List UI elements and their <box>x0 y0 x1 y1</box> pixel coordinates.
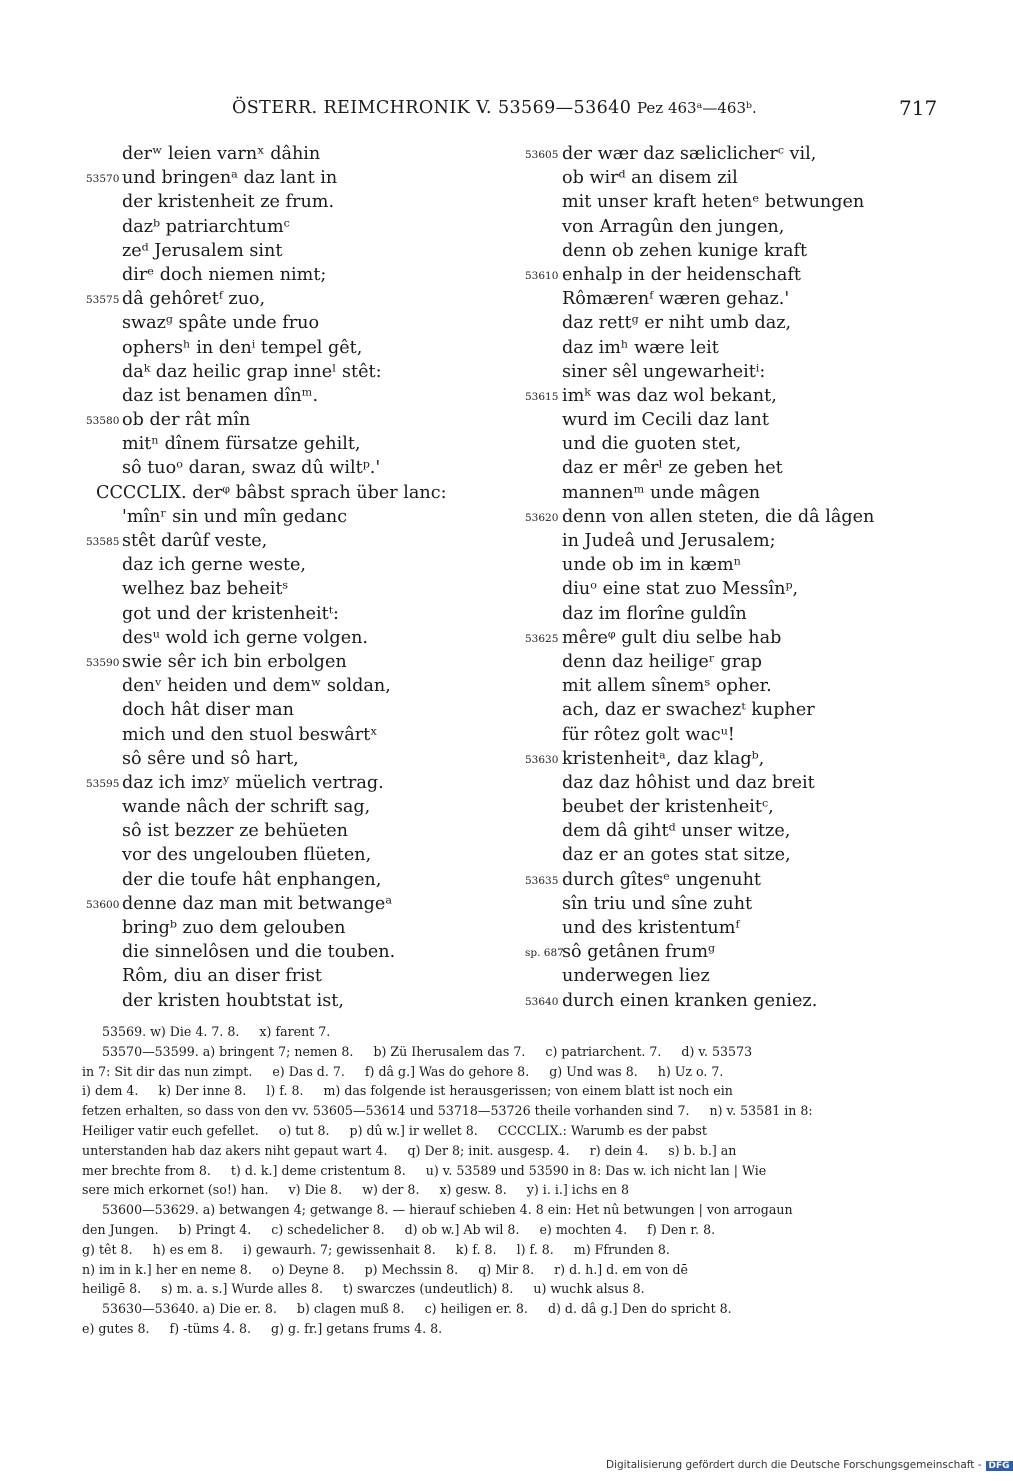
line-number: 53625 <box>525 632 559 645</box>
verse-text: dem dâ gihtᵈ unser witze, <box>562 821 791 842</box>
verse-text: welhez baz beheitˢ <box>122 579 289 600</box>
note-line: in 7: Sit dir das nun zimpt. e) Das d. 7. f) dâ g.] Was do gehore 8. g) Und was 8. h) Uz o. 7. <box>82 1063 724 1079</box>
verse-text: wande nâch der schrift sag, <box>122 797 371 818</box>
verse-line <box>0 916 500 940</box>
verse-line <box>0 795 500 819</box>
verse-line <box>500 868 1000 892</box>
line-number: 53570 <box>86 173 120 186</box>
line-number: 53640 <box>525 995 559 1008</box>
verse-text: der kristen houbtstat ist, <box>122 990 344 1011</box>
verse-text: enhalp in der heidenschaft <box>562 264 801 285</box>
verse-text: ophersʰ in denⁱ tempel gêt, <box>122 337 363 358</box>
line-number: 53630 <box>525 753 559 766</box>
verse-line <box>0 529 500 553</box>
verse-text: und bringenᵃ daz lant in <box>122 168 338 189</box>
note-line: heiligē 8. s) m. a. s.] Wurde alles 8. t) swarczes (undeutlich) 8. u) wuchk alsus 8. <box>82 1281 645 1297</box>
pez-reference: Pez 463ᵃ—463ᵇ. <box>637 99 757 117</box>
verse-line <box>0 747 500 771</box>
verse-text: sô ist bezzer ze behüeten <box>122 821 348 842</box>
verse-text: sô tuoᵒ daran, swaz dû wiltᵖ.' <box>122 458 381 479</box>
verse-line <box>0 843 500 867</box>
verse-line <box>0 263 500 287</box>
verse-text: mêreᵠ gult diu selbe hab <box>562 627 782 648</box>
line-number: sp. 687 <box>525 947 564 960</box>
verse-line <box>500 263 1000 287</box>
verse-line <box>0 505 500 529</box>
verse-line <box>500 698 1000 722</box>
verse-text: für rôtez golt wacᵘ! <box>562 724 735 745</box>
verse-text: daz er mêrˡ ze geben het <box>562 458 783 479</box>
verse-text: sîn triu und sîne zuht <box>562 893 753 914</box>
verse-text: daᵏ daz heilic grap inneˡ stêt: <box>122 361 382 382</box>
apparatus-notes <box>82 1022 938 1339</box>
page-header <box>0 98 1000 124</box>
verse-line <box>500 843 1000 867</box>
verse-text: der kristenheit ze frum. <box>122 192 335 213</box>
note-line: mer brechte from 8. t) d. k.] deme cristentum 8. u) v. 53589 und 53590 in 8: Das w. ich nicht lan | Wie <box>82 1162 767 1178</box>
verse-text: daz im florîne guldîn <box>562 603 747 624</box>
verse-text: daz ist benamen dînᵐ. <box>122 385 319 406</box>
verse-line <box>500 505 1000 529</box>
verse-text: denn von allen steten, die dâ lâgen <box>562 506 875 527</box>
page-number: 717 <box>899 96 938 120</box>
verse-line <box>500 239 1000 263</box>
verse-line <box>500 795 1000 819</box>
verse-text: mit unser kraft hetenᵉ betwungen <box>562 192 865 213</box>
note-line: n) im in k.] her en neme 8. o) Deyne 8. p) Mechssin 8. q) Mir 8. r) d. h.] d. em von dē <box>82 1261 688 1277</box>
verse-line <box>500 432 1000 456</box>
verse-line <box>500 408 1000 432</box>
verse-line <box>0 989 500 1013</box>
verse-text: sô sêre und sô hart, <box>122 748 299 769</box>
verse-text: imᵏ was daz wol bekant, <box>562 385 777 406</box>
note-line: unterstanden hab daz akers niht gepaut wart 4. q) Der 8; init. ausgesp. 4. r) dein 4. s) b. b.] an <box>82 1142 737 1158</box>
verse-line <box>0 698 500 722</box>
verse-line <box>500 481 1000 505</box>
note-line: Heiliger vatir euch gefellet. o) tut 8. p) dû w.] ir wellet 8. CCCCLIX.: Warumb es der pabst <box>82 1122 707 1138</box>
verse-line <box>500 916 1000 940</box>
verse-line <box>0 819 500 843</box>
line-number: 53575 <box>86 294 120 307</box>
verse-text: durch einen kranken geniez. <box>562 990 818 1011</box>
verse-line <box>0 650 500 674</box>
verse-text: dirᵉ doch niemen nimt; <box>122 264 327 285</box>
line-number: 53635 <box>525 874 559 887</box>
verse-text: siner sêl ungewarheitⁱ: <box>562 361 766 382</box>
verse-line <box>0 142 500 166</box>
note-line: den Jungen. b) Pringt 4. c) schedelicher 8. d) ob w.] Ab wil 8. e) mochten 4. f) Den r. 8. <box>82 1221 716 1237</box>
verse-text: unde ob im in kæmⁿ <box>562 555 742 576</box>
note-line: i) dem 4. k) Der inne 8. l) f. 8. m) das folgende ist herausgerissen; von einem blatt ist noch ein <box>82 1083 733 1099</box>
verse-line <box>500 336 1000 360</box>
verse-text: der wær daz sæliclicherᶜ vil, <box>562 144 817 164</box>
verse-line <box>500 529 1000 553</box>
left-verse-column <box>0 142 500 1013</box>
line-number: 53605 <box>525 149 559 161</box>
note-line: sere mich erkornet (so!) han. v) Die 8. w) der 8. x) gesw. 8. y) i. i.] ichs en 8 <box>82 1182 630 1198</box>
line-number: 53615 <box>525 390 559 403</box>
note-line: 53569. w) Die 4. 7. 8. x) farent 7. <box>82 1024 331 1039</box>
line-number: 53620 <box>525 511 559 524</box>
verse-text: dazᵇ patriarchtumᶜ <box>122 216 290 237</box>
verse-line <box>500 892 1000 916</box>
verse-text: doch hât diser man <box>122 700 294 721</box>
verse-line <box>500 964 1000 988</box>
verse-line <box>0 602 500 626</box>
verse-text: swazᵍ spâte unde fruo <box>122 313 320 334</box>
verse-line <box>0 384 500 408</box>
line-number: 53590 <box>86 656 120 669</box>
verse-text: ob der rât mîn <box>122 410 251 431</box>
verse-line <box>0 336 500 360</box>
verse-line <box>500 747 1000 771</box>
verse-line <box>0 771 500 795</box>
verse-text: sô getânen frumᵍ <box>562 942 716 963</box>
verse-text: swie sêr ich bin erbolgen <box>122 651 347 672</box>
note-line: 53570—53599. a) bringent 7; nemen 8. b) Zü Iherusalem das 7. c) patriarchent. 7. d) v. 53573 <box>82 1043 753 1059</box>
verse-line <box>500 166 1000 190</box>
verse-line <box>500 142 1000 166</box>
line-number: 53585 <box>86 536 120 548</box>
verse-text: stêt darûf veste, <box>122 531 268 551</box>
verse-line <box>500 602 1000 626</box>
verse-line <box>0 432 500 456</box>
running-title: ÖSTERR. REIMCHRONIK V. 53569—53640 <box>232 98 632 118</box>
verse-line <box>0 964 500 988</box>
verse-text: got und der kristenheitᵗ: <box>122 603 339 624</box>
verse-line <box>0 311 500 335</box>
verse-text: Rôm, diu an diser frist <box>122 966 322 987</box>
note-line: 53630—53640. a) Die er. 8. b) clagen muß 8. c) heiligen er. 8. d) d. dâ g.] Den do spricht 8. <box>82 1301 732 1317</box>
verse-text: daz rettᵍ er niht umb daz, <box>562 313 792 334</box>
verse-line <box>500 723 1000 747</box>
verse-line <box>500 456 1000 480</box>
verse-text: der die toufe hât enphangen, <box>122 869 382 890</box>
note-line: e) gutes 8. f) -tüms 4. 8. g) g. fr.] getans frums 4. 8. <box>82 1320 443 1336</box>
verse-line <box>500 626 1000 650</box>
verse-text: daz ich imzʸ müelich vertrag. <box>122 772 384 793</box>
verse-text: diuᵒ eine stat zuo Messînᵖ, <box>562 579 799 600</box>
verse-text: denne daz man mit betwangeᵃ <box>122 893 393 914</box>
verse-line <box>500 215 1000 239</box>
verse-text: CCCCLIX. derᵠ bâbst sprach über lanc: <box>96 482 447 503</box>
verse-line <box>0 190 500 214</box>
verse-line <box>0 892 500 916</box>
verse-line <box>500 287 1000 311</box>
verse-text: derʷ leien varnˣ dâhin <box>122 144 321 164</box>
verse-line <box>0 360 500 384</box>
verse-text: mit allem sînemˢ opher. <box>562 676 772 697</box>
line-number: 53595 <box>86 777 120 790</box>
verse-text: ob wirᵈ an disem zil <box>562 168 738 189</box>
verse-text: dâ gehôretᶠ zuo, <box>122 289 266 310</box>
verse-text: und des kristentumᶠ <box>562 918 740 938</box>
verse-text: durch gîtesᵉ ungenuht <box>562 869 761 890</box>
verse-text: Rômærenᶠ wæren gehaz.' <box>562 289 790 310</box>
verse-text: daz ich gerne weste, <box>122 555 307 576</box>
verse-text: daz er an gotes stat sitze, <box>562 845 791 866</box>
verse-text: vor des ungelouben flüeten, <box>122 845 372 866</box>
verse-line <box>500 989 1000 1013</box>
verse-text: die sinnelôsen und die touben. <box>122 942 396 963</box>
verse-line <box>0 287 500 311</box>
verse-text: 'mînʳ sin und mîn gedanc <box>122 506 348 527</box>
line-number: 53580 <box>86 415 120 428</box>
verse-line <box>500 940 1000 964</box>
digitization-footer <box>606 1459 1013 1471</box>
verse-line <box>500 819 1000 843</box>
verse-line <box>0 408 500 432</box>
right-verse-column <box>500 142 1000 1013</box>
verse-text: mich und den stuol beswârtˣ <box>122 724 378 745</box>
verse-text: zeᵈ Jerusalem sint <box>122 240 283 261</box>
verse-text: denn daz heiligeʳ grap <box>562 651 762 672</box>
verse-line <box>0 215 500 239</box>
verse-line <box>0 553 500 577</box>
verse-text: underwegen liez <box>562 966 710 987</box>
note-line: g) têt 8. h) es em 8. i) gewaurh. 7; gewissenhait 8. k) f. 8. l) f. 8. m) Ffrunden 8. <box>82 1241 670 1257</box>
note-line: fetzen erhalten, so dass von den vv. 53605—53614 und 53718—53726 theile vorhanden sind 7. n) v. 53581 in 8: <box>82 1103 813 1119</box>
verse-line <box>500 577 1000 601</box>
verse-text: daz imʰ wære leit <box>562 337 719 358</box>
verse-text: ach, daz er swachezᵗ kupher <box>562 700 815 721</box>
verse-line <box>0 674 500 698</box>
footer-text: Digitalisierung gefördert durch die Deutsche Forschungsgemeinschaft - <box>606 1459 982 1471</box>
verse-text: mitⁿ dînem fürsatze gehilt, <box>122 434 361 455</box>
verse-text: und die guoten stet, <box>562 434 742 455</box>
verse-line <box>500 360 1000 384</box>
verse-line <box>500 311 1000 335</box>
verse-line <box>500 384 1000 408</box>
verse-line <box>500 553 1000 577</box>
verse-text: in Judeâ und Jerusalem; <box>562 531 776 551</box>
verse-line <box>0 456 500 480</box>
verse-text: von Arragûn den jungen, <box>562 216 785 237</box>
verse-text: daz daz hôhist und daz breit <box>562 772 815 793</box>
verse-text: desᵘ wold ich gerne volgen. <box>122 627 369 648</box>
dfg-logo: DFG <box>986 1461 1013 1471</box>
verse-text: beubet der kristenheitᶜ, <box>562 797 774 818</box>
verse-text: kristenheitᵃ, daz klagᵇ, <box>562 748 765 769</box>
verse-text: wurd im Cecili daz lant <box>562 410 769 431</box>
line-number: 53610 <box>525 269 559 282</box>
verse-line <box>500 771 1000 795</box>
verse-text: denᵛ heiden und demʷ soldan, <box>122 676 391 697</box>
verse-line <box>0 626 500 650</box>
verse-line <box>500 674 1000 698</box>
verse-text: mannenᵐ unde mâgen <box>562 482 761 503</box>
verse-line <box>0 940 500 964</box>
line-number: 53600 <box>86 898 120 911</box>
verse-line <box>500 190 1000 214</box>
verse-text: bringᵇ zuo dem gelouben <box>122 918 346 938</box>
verse-line <box>0 239 500 263</box>
verse-line <box>0 577 500 601</box>
verse-line <box>0 166 500 190</box>
verse-line <box>0 481 500 505</box>
verse-line <box>0 723 500 747</box>
verse-text: denn ob zehen kunige kraft <box>562 240 808 261</box>
verse-line <box>500 650 1000 674</box>
verse-line <box>0 868 500 892</box>
note-line: 53600—53629. a) betwangen 4; getwange 8. — hierauf schieben 4. 8 ein: Het nû betwungen | von arrogaun <box>82 1202 793 1218</box>
